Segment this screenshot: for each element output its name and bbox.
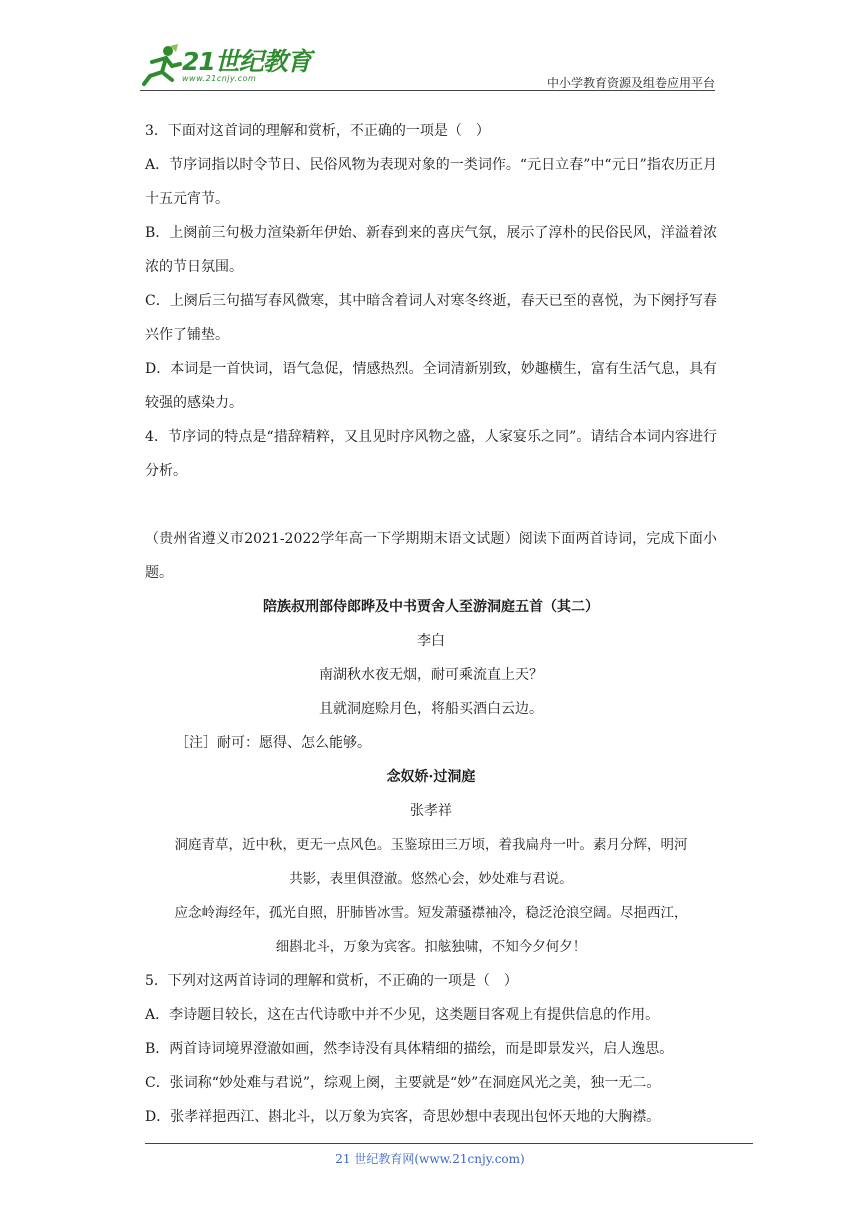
logo-text: 21世纪教育	[182, 47, 311, 76]
poem-2-line: 应念岭海经年，孤光自照，肝肺皆冰雪。短发萧骚襟袖冷，稳泛沧浪空阔。尽挹西江，	[174, 905, 688, 921]
runner-icon	[142, 44, 182, 88]
question-5-stem: 5．下列对这两首诗词的理解和赏析，不正确的一项是（ ）	[145, 973, 518, 989]
question-3-option-d: D．本词是一首快词，语气急促，情感热烈。全词清新别致，妙趣横生，富有生活气息，具有较强的感染力。	[145, 361, 717, 411]
page-header	[140, 40, 715, 92]
question-5-option-b: B．两首诗词境界澄澈如画，然李诗没有具体精细的描绘，而是即景发兴，启人逸思。	[145, 1041, 674, 1057]
question-3-option-a: A．节序词指以时令节日、民俗风物为表现对象的一类词作。“元日立春”中“元日”指农历正月十五元宵节。	[145, 157, 717, 207]
question-5-option-c: C．张词称“妙处难与君说”，综观上阕，主要就是“妙”在洞庭风光之美，独一无二。	[145, 1075, 661, 1091]
question-3-option-b: B．上阕前三句极力渲染新年伊始、新春到来的喜庆气氛，展示了淳朴的民俗民风，洋溢着浓浓的节日氛围。	[145, 225, 717, 275]
poem-2-line: 细斟北斗，万象为宾客。扣舷独啸，不知今夕何夕！	[275, 939, 587, 955]
question-3-option-c: C．上阕后三句描写春风微寒，其中暗含着词人对寒冬终逝，春天已至的喜悦，为下阕抒写春兴作了铺垫。	[145, 293, 717, 343]
footer-link[interactable]: 21 世纪教育网(www.21cnjy.com)	[335, 1152, 525, 1166]
question-5-option-d: D．张孝祥挹西江、斟北斗，以万象为宾客，奇思妙想中表现出包怀天地的大胸襟。	[145, 1109, 661, 1125]
poem-1-line: 南湖秋水夜无烟，耐可乘流直上天？	[319, 667, 543, 683]
poem-1-line: 且就洞庭赊月色，将船买酒白云边。	[319, 701, 543, 717]
poem-1-author: 李白	[417, 633, 445, 649]
question-3-stem: 3．下面对这首词的理解和赏析，不正确的一项是（ ）	[145, 123, 490, 139]
poem-1-title: 陪族叔刑部侍郎晔及中书贾舍人至游洞庭五首（其二）	[263, 599, 599, 615]
footer-divider	[145, 1143, 753, 1144]
poem-2-line: 共影，表里俱澄澈。悠然心会，妙处难与君说。	[289, 871, 573, 887]
question-4: 4．节序词的特点是“措辞精粹，又且见时序风物之盛，人家宴乐之同”。请结合本词内容进行分析。	[145, 429, 717, 479]
header-tagline: 中小学教育资源及组卷应用平台	[546, 76, 715, 90]
poem-1-note: ［注］耐可：愿得、怎么能够。	[175, 735, 371, 751]
site-logo[interactable]	[140, 40, 320, 90]
poem-2-title: 念奴娇·过洞庭	[386, 769, 476, 785]
question-5-option-a: A．李诗题目较长，这在古代诗歌中并不少见，这类题目客观上有提供信息的作用。	[145, 1007, 660, 1023]
spacer	[145, 488, 717, 522]
header-divider	[140, 90, 715, 91]
reading-intro: （贵州省遵义市2021-2022学年高一下学期期末语文试题）阅读下面两首诗词，完成下面小题。	[145, 531, 717, 581]
poem-2-line: 洞庭青草，近中秋，更无一点风色。玉鉴琼田三万顷，着我扁舟一叶。素月分辉，明河	[174, 837, 688, 853]
logo-url: www.21cnjy.com	[182, 74, 257, 83]
poem-2-author: 张孝祥	[410, 803, 452, 819]
document-body	[145, 114, 717, 1134]
